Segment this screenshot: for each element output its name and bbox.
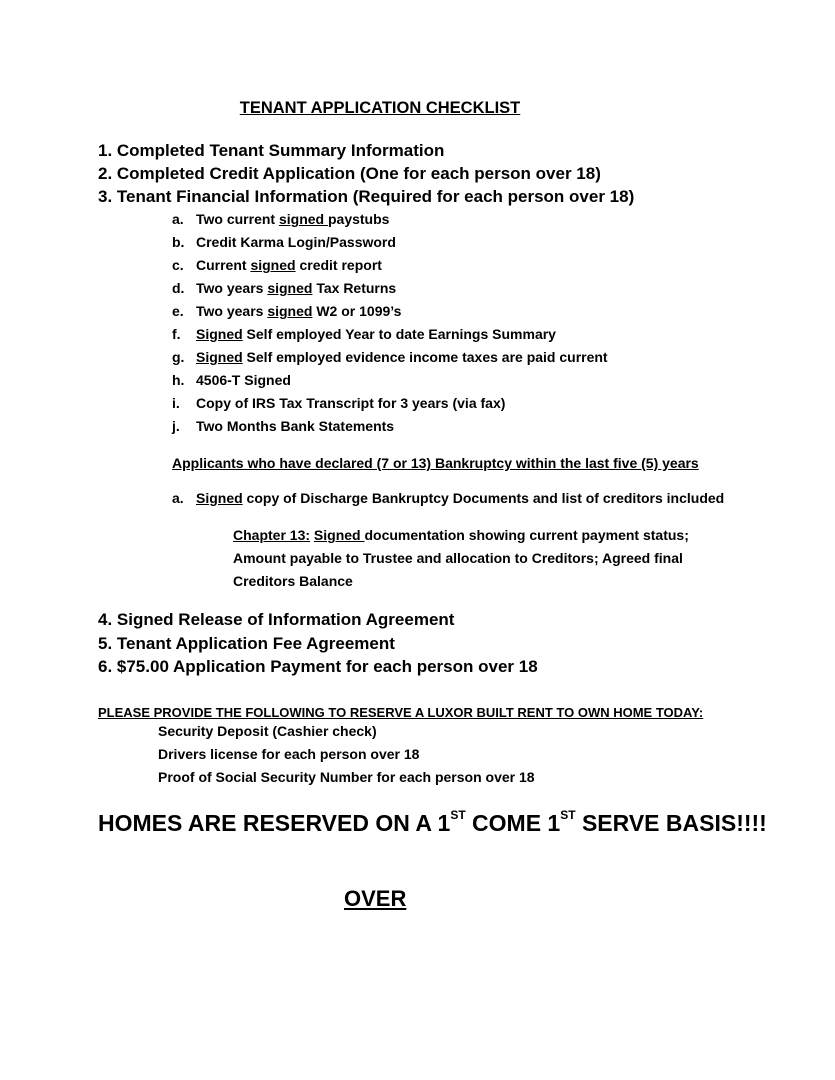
- signed-underline: Signed: [313, 527, 365, 543]
- financial-item-text: credit report: [295, 257, 382, 273]
- page-title: TENANT APPLICATION CHECKLIST: [239, 99, 521, 117]
- signed-underline: signed: [278, 211, 328, 227]
- financial-item-text: Current: [196, 257, 251, 273]
- financial-item-text: 4506-T Signed: [196, 372, 291, 388]
- chapter-13-label: Chapter 13:: [233, 527, 311, 543]
- financial-item-text: Self employed Year to date Earnings Summary: [242, 326, 556, 342]
- signed-underline: signed: [250, 257, 296, 273]
- checklist-item-5: 5. Tenant Application Fee Agreement: [98, 634, 395, 653]
- chapter-13-line-3: Creditors Balance: [233, 573, 353, 589]
- financial-item-letter: f.: [172, 326, 181, 342]
- reserve-item-license: Drivers license for each person over 18: [158, 746, 420, 762]
- financial-item-letter: b.: [172, 234, 185, 250]
- signed-underline: Signed: [196, 349, 243, 365]
- financial-item-letter: j.: [172, 418, 180, 434]
- financial-item: [196, 418, 394, 434]
- financial-item: [196, 211, 389, 227]
- financial-item-text: Two years: [196, 280, 268, 296]
- financial-item-letter: c.: [172, 257, 184, 273]
- bankruptcy-item-letter: a.: [172, 490, 184, 506]
- bankruptcy-heading: Applicants who have declared (7 or 13) Bankruptcy within the last five (5) years: [172, 455, 699, 471]
- financial-item: [196, 280, 396, 296]
- reserve-heading: PLEASE PROVIDE THE FOLLOWING TO RESERVE A LUXOR BUILT RENT TO OWN HOME TODAY:: [98, 705, 704, 720]
- over-indicator: OVER: [344, 886, 407, 911]
- financial-item-text: Copy of IRS Tax Transcript for 3 years (via fax): [196, 395, 506, 411]
- checklist-item-4: 4. Signed Release of Information Agreement: [98, 610, 455, 629]
- financial-item: [196, 372, 291, 388]
- financial-item-text: Self employed evidence income taxes are paid current: [242, 349, 608, 365]
- signed-underline: signed: [267, 303, 313, 319]
- signed-underline: Signed: [196, 326, 243, 342]
- financial-item-text: Credit Karma Login/Password: [196, 234, 396, 250]
- chapter-13-line-2: Amount payable to Trustee and allocation to Creditors; Agreed final: [233, 550, 683, 566]
- financial-item-letter: h.: [172, 372, 185, 388]
- signed-underline: Signed: [196, 490, 243, 506]
- signed-underline: signed: [267, 280, 313, 296]
- financial-item-letter: e.: [172, 303, 184, 319]
- checklist-item-3: 3. Tenant Financial Information (Required for each person over 18): [98, 187, 635, 206]
- financial-item-text: Two years: [196, 303, 268, 319]
- chapter-13-line-1: [233, 527, 689, 543]
- financial-item-letter: i.: [172, 395, 180, 411]
- checklist-item-6: 6. $75.00 Application Payment for each person over 18: [98, 657, 538, 676]
- bankruptcy-item: [196, 490, 724, 506]
- financial-item: [196, 303, 401, 319]
- financial-item: [196, 257, 382, 273]
- financial-item-text: W2 or 1099’s: [312, 303, 402, 319]
- financial-item-text: Tax Returns: [312, 280, 397, 296]
- reserve-item-deposit: Security Deposit (Cashier check): [158, 723, 377, 739]
- reserve-item-ssn: Proof of Social Security Number for each person over 18: [158, 769, 535, 785]
- financial-item: [196, 234, 396, 250]
- financial-item-text: paystubs: [327, 211, 390, 227]
- financial-item: [196, 395, 505, 411]
- bankruptcy-item-text: copy of Discharge Bankruptcy Documents and list of creditors included: [242, 490, 725, 506]
- chapter-13-text: documentation showing current payment status;: [364, 527, 689, 543]
- financial-item-text: Two Months Bank Statements: [196, 418, 395, 434]
- checklist-item-1: 1. Completed Tenant Summary Information: [98, 141, 445, 160]
- financial-item-letter: g.: [172, 349, 185, 365]
- financial-item-letter: d.: [172, 280, 185, 296]
- financial-item: [196, 326, 556, 342]
- reservation-banner: HOMES ARE RESERVED ON A 1ST COME 1ST SERVE BASIS!!!!: [98, 808, 767, 836]
- financial-item-letter: a.: [172, 211, 184, 227]
- checklist-item-2: 2. Completed Credit Application (One for each person over 18): [98, 164, 601, 183]
- financial-item-text: Two current: [196, 211, 279, 227]
- financial-item: [196, 349, 608, 365]
